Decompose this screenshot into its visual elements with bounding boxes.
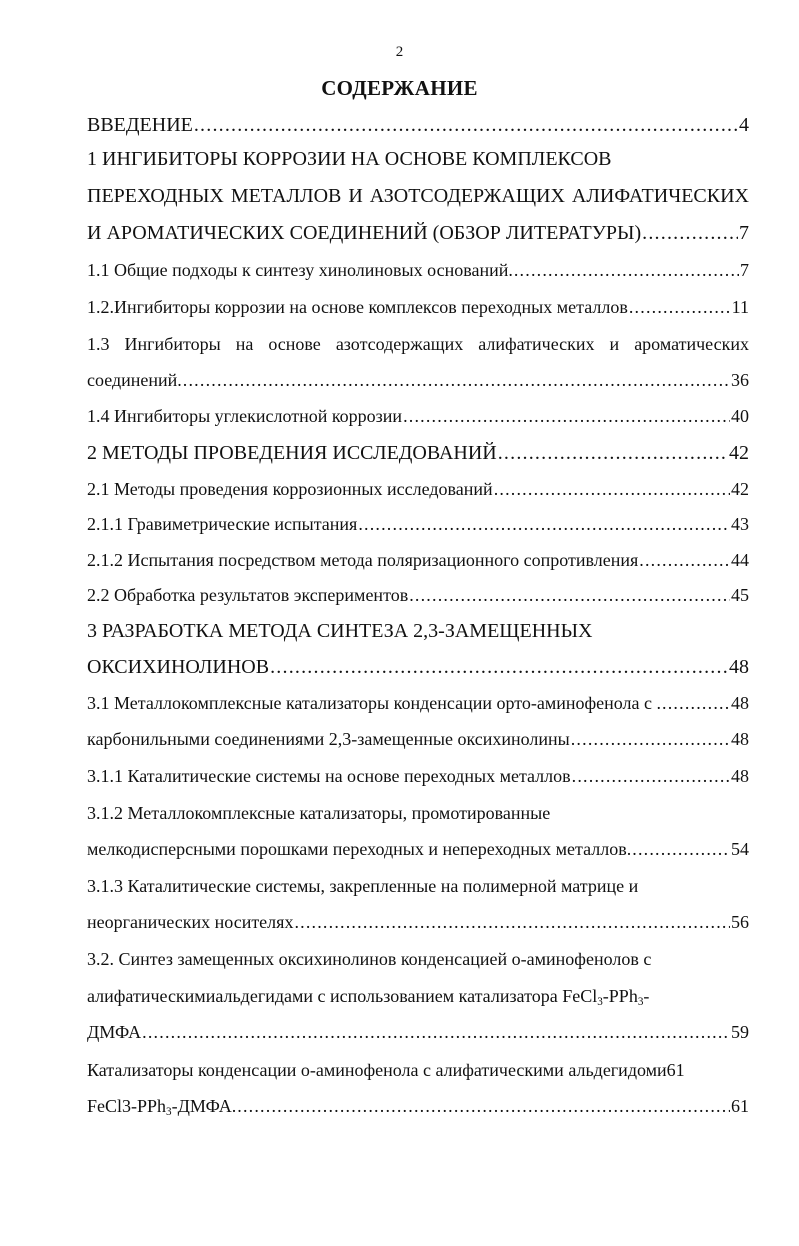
leader-dots bbox=[571, 729, 730, 750]
toc-entry-text: 3.2. Синтез замещенных оксихинолинов конденсацией о-аминофенолов с bbox=[87, 949, 652, 969]
toc-entry-text: FeCl3-PPh$_3$-ДМФА. bbox=[87, 1096, 237, 1118]
toc-page-number: 40 bbox=[731, 406, 749, 426]
toc-entry-text: алифатическимиальдегидами с использованием катализатора FeCl$_3$-PPh$_3$- bbox=[87, 986, 650, 1008]
toc-entry-text: ОКСИХИНОЛИНОВ bbox=[87, 656, 270, 678]
leader-dots bbox=[632, 839, 730, 860]
leader-dots bbox=[572, 766, 730, 787]
leader-dots bbox=[409, 585, 730, 606]
toc-entry-text: мелкодисперсными порошками переходных и непереходных металлов. bbox=[87, 839, 632, 859]
leader-dots bbox=[629, 297, 731, 318]
toc-entry-text: 1.4 Ингибиторы углекислотной коррозии bbox=[87, 406, 403, 426]
toc-page-number: 42 bbox=[729, 442, 749, 464]
toc-entry-1-3-line2[interactable] bbox=[87, 370, 749, 400]
toc-entry-ch3-line2[interactable] bbox=[87, 656, 749, 686]
toc-entry-text: 2 МЕТОДЫ ПРОВЕДЕНИЯ ИССЛЕДОВАНИЙ bbox=[87, 442, 497, 464]
toc-entry-text: Катализаторы конденсации о-аминофенола с алифатическими альдегидоми bbox=[87, 1060, 667, 1080]
toc-page-number: 61 bbox=[666, 1060, 685, 1080]
leader-dots bbox=[494, 479, 730, 500]
toc-page-number: 4 bbox=[739, 114, 749, 136]
toc-entry-text: 2.1 Методы проведения коррозионных исследований bbox=[87, 479, 493, 499]
toc-entry-text: 3 РАЗРАБОТКА МЕТОДА СИНТЕЗА 2,3-ЗАМЕЩЕННЫХ bbox=[87, 620, 593, 642]
toc-entry-3-1-3-line1[interactable] bbox=[87, 876, 749, 906]
toc-entry-text: 3.1.2 Металлокомплексные катализаторы, промотированные bbox=[87, 803, 551, 823]
toc-page-number: 48 bbox=[729, 656, 749, 678]
leader-dots bbox=[270, 656, 728, 679]
toc-entry-intro[interactable] bbox=[87, 114, 749, 144]
leader-dots bbox=[294, 912, 730, 933]
toc-entry-3-1-line1[interactable] bbox=[87, 693, 749, 723]
toc-entry-text: 2.1.2 Испытания посредством метода поляризационного сопротивления bbox=[87, 550, 639, 570]
toc-page-number: 36 bbox=[731, 370, 749, 390]
toc-entry-text: 3.1 Металлокомплексные катализаторы конденсации орто-аминофенола с . bbox=[87, 693, 662, 713]
toc-entry-text: ПЕРЕХОДНЫХ МЕТАЛЛОВ И АЗОТСОДЕРЖАЩИХ АЛИФАТИЧЕСКИХ bbox=[87, 185, 749, 207]
page-number: 2 bbox=[395, 44, 404, 60]
toc-entry-2-1-1[interactable] bbox=[87, 514, 749, 544]
toc-entry-3-1-1[interactable] bbox=[87, 766, 749, 796]
toc-page-number: 7 bbox=[739, 222, 749, 244]
toc-title: СОДЕРЖАНИЕ bbox=[321, 76, 478, 100]
leader-dots bbox=[142, 1022, 730, 1043]
toc-page-number: 61 bbox=[731, 1096, 749, 1116]
toc-entry-3-1-2-line1[interactable] bbox=[87, 803, 749, 833]
toc-entry-text: 3.1.1 Каталитические системы на основе переходных металлов bbox=[87, 766, 571, 786]
toc-entry-text: неорганических носителях bbox=[87, 912, 294, 932]
toc-entry-2-1[interactable] bbox=[87, 479, 749, 509]
toc-page-number: 43 bbox=[731, 514, 749, 534]
toc-entry-3-1-2-line2[interactable] bbox=[87, 839, 749, 869]
toc-entry-text: И АРОМАТИЧЕСКИХ СОЕДИНЕНИЙ (ОБЗОР ЛИТЕРАТУРЫ) bbox=[87, 222, 642, 244]
toc-entry-1-3-line1[interactable] bbox=[87, 334, 749, 364]
toc-entry-2-2[interactable] bbox=[87, 585, 749, 615]
toc-entry-text: карбонильными соединениями 2,3-замещенные оксихинолины bbox=[87, 729, 570, 749]
leader-dots bbox=[514, 260, 739, 281]
toc-entry-ch1-line2[interactable] bbox=[87, 185, 749, 215]
toc-entry-text: соединений. bbox=[87, 370, 182, 390]
toc-page-number: 11 bbox=[731, 297, 749, 317]
toc-entry-3-1-3-line2[interactable] bbox=[87, 912, 749, 942]
leader-dots bbox=[639, 550, 730, 571]
toc-entry-text: 1.2.Ингибиторы коррозии на основе комплексов переходных металлов bbox=[87, 297, 628, 317]
toc-entry-text: 3.1.3 Каталитические системы, закрепленные на полимерной матрице и bbox=[87, 876, 639, 896]
toc-page-number: 45 bbox=[731, 585, 749, 605]
toc-page-number: 48 bbox=[731, 766, 749, 786]
leader-dots bbox=[662, 693, 730, 714]
toc-page-number: 42 bbox=[731, 479, 749, 499]
toc-entry-text: ДМФА bbox=[87, 1022, 142, 1042]
leader-dots bbox=[498, 442, 728, 465]
leader-dots bbox=[183, 370, 730, 391]
toc-entry-catalysts-line1[interactable] bbox=[87, 1060, 749, 1090]
toc-entry-catalysts-line2[interactable] bbox=[87, 1096, 749, 1126]
leader-dots bbox=[642, 222, 738, 245]
toc-entry-1-2[interactable] bbox=[87, 297, 749, 327]
toc-page-number: 59 bbox=[731, 1022, 749, 1042]
toc-page-number: 48 bbox=[731, 729, 749, 749]
leader-dots bbox=[358, 514, 730, 535]
toc-entry-1-1[interactable] bbox=[87, 260, 749, 290]
toc-entry-ch3-line1[interactable] bbox=[87, 620, 749, 650]
toc-entry-3-2-line2[interactable] bbox=[87, 986, 749, 1016]
toc-entry-text: 2.2 Обработка результатов экспериментов bbox=[87, 585, 409, 605]
toc-entry-text: ВВЕДЕНИЕ bbox=[87, 114, 193, 136]
toc-entry-ch1-line3[interactable] bbox=[87, 222, 749, 252]
leader-dots bbox=[237, 1096, 730, 1117]
toc-page-number: 44 bbox=[731, 550, 749, 570]
toc-entry-text: 1.1 Общие подходы к синтезу хинолиновых оснований. bbox=[87, 260, 513, 280]
toc-entry-ch1-line1[interactable] bbox=[87, 148, 749, 178]
toc-entry-text: 1.3 Ингибиторы на основе азотсодержащих алифатических и ароматических bbox=[87, 334, 749, 354]
toc-entry-ch2[interactable] bbox=[87, 442, 749, 472]
toc-page-number: 48 bbox=[731, 693, 749, 713]
toc-page-number: 54 bbox=[731, 839, 749, 859]
toc-entry-text: 2.1.1 Гравиметрические испытания bbox=[87, 514, 358, 534]
toc-entry-2-1-2[interactable] bbox=[87, 550, 749, 580]
toc-entry-3-1-line2[interactable] bbox=[87, 729, 749, 759]
toc-entry-text: 1 ИНГИБИТОРЫ КОРРОЗИИ НА ОСНОВЕ КОМПЛЕКСОВ bbox=[87, 148, 612, 170]
leader-dots bbox=[403, 406, 730, 427]
toc-entry-1-4[interactable] bbox=[87, 406, 749, 436]
toc-page-number: 56 bbox=[731, 912, 749, 932]
toc-entry-3-2-line1[interactable] bbox=[87, 949, 749, 979]
toc-page-number: 7 bbox=[740, 260, 749, 280]
leader-dots bbox=[194, 114, 738, 137]
toc-entry-3-2-line3[interactable] bbox=[87, 1022, 749, 1052]
